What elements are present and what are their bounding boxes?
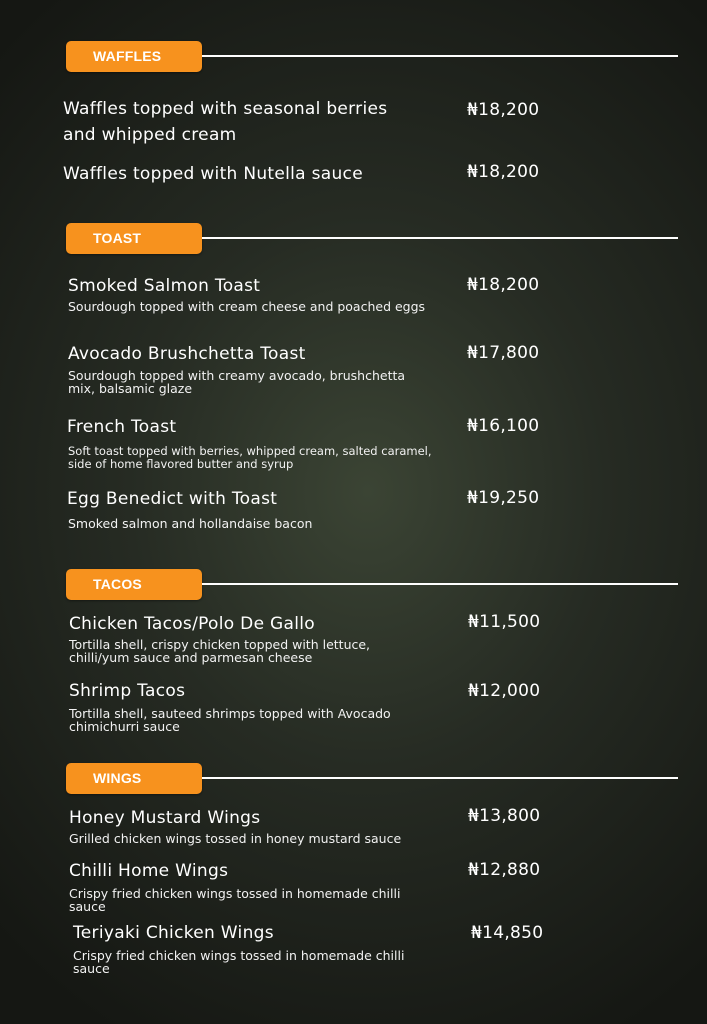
item-description: Sourdough topped with cream cheese and poached eggs — [68, 299, 426, 314]
item-name: Avocado Brushchetta Toast — [68, 344, 306, 364]
section-divider — [202, 583, 678, 585]
item-price: ₦19,250 — [467, 488, 540, 508]
menu-item-french-toast — [67, 415, 443, 471]
menu-item-chicken-tacos — [69, 612, 434, 664]
item-name: Shrimp Tacos — [69, 681, 186, 701]
item-description: Sourdough topped with creamy avocado, brushchetta mix, balsamic glaze — [68, 368, 406, 396]
item-name: Egg Benedict with Toast — [67, 489, 278, 509]
menu-item-teriyaki-wings — [73, 921, 438, 975]
section-pill — [66, 41, 202, 72]
item-description: Soft toast topped with berries, whipped cream, salted caramel, side of home flavored butter and syrup — [68, 444, 432, 471]
item-price: ₦18,200 — [467, 275, 540, 295]
item-price: ₦13,800 — [468, 806, 541, 826]
section-divider — [202, 777, 678, 779]
item-price: ₦17,800 — [467, 343, 540, 363]
item-price: ₦16,100 — [467, 416, 540, 436]
section-header-waffles — [0, 41, 707, 73]
item-name: Smoked Salmon Toast — [68, 276, 261, 296]
menu-item-waffles-nutella — [63, 162, 363, 187]
item-name: Chicken Tacos/Polo De Gallo — [69, 614, 315, 634]
item-description: Crispy fried chicken wings tossed in homemade chilli sauce — [73, 948, 405, 976]
section-header-tacos — [0, 569, 707, 601]
menu-item-waffles-berries — [63, 96, 413, 148]
section-title: WINGS — [93, 770, 142, 786]
item-name: Waffles topped with seasonal berries and whipped cream — [63, 99, 388, 145]
section-pill — [66, 763, 202, 794]
menu-item-honey-mustard-wings — [69, 806, 434, 845]
item-price: ₦11,500 — [468, 612, 541, 632]
item-price: ₦14,850 — [471, 923, 544, 943]
section-divider — [202, 55, 678, 57]
item-price: ₦12,880 — [468, 860, 541, 880]
menu-item-smoked-salmon-toast — [68, 274, 433, 313]
section-header-toast — [0, 223, 707, 255]
item-name: Chilli Home Wings — [69, 861, 229, 881]
item-price: ₦18,200 — [467, 100, 540, 120]
menu-item-egg-benedict — [67, 487, 433, 530]
section-title: TACOS — [93, 576, 142, 592]
item-name: French Toast — [67, 417, 177, 437]
section-title: TOAST — [93, 230, 142, 246]
item-name: Honey Mustard Wings — [69, 808, 261, 828]
section-divider — [202, 237, 678, 239]
menu-item-chilli-home-wings — [69, 859, 434, 913]
item-description: Smoked salmon and hollandaise bacon — [68, 516, 313, 531]
item-price: ₦18,200 — [467, 162, 540, 182]
item-name: Teriyaki Chicken Wings — [73, 923, 274, 943]
item-description: Tortilla shell, crispy chicken topped with lettuce, chilli/yum sauce and parmesan cheese — [69, 637, 371, 665]
section-title: WAFFLES — [93, 48, 162, 64]
item-description: Tortilla shell, sauteed shrimps topped with Avocado chimichurri sauce — [69, 706, 391, 734]
menu-item-avocado-toast — [68, 342, 433, 395]
item-description: Crispy fried chicken wings tossed in homemade chilli sauce — [69, 886, 401, 914]
section-pill — [66, 569, 202, 600]
item-price: ₦12,000 — [468, 681, 541, 701]
item-description: Grilled chicken wings tossed in honey mustard sauce — [69, 831, 402, 846]
menu-item-shrimp-tacos — [69, 679, 434, 733]
item-name: Waffles topped with Nutella sauce — [63, 164, 363, 184]
section-header-wings — [0, 763, 707, 795]
section-pill — [66, 223, 202, 254]
